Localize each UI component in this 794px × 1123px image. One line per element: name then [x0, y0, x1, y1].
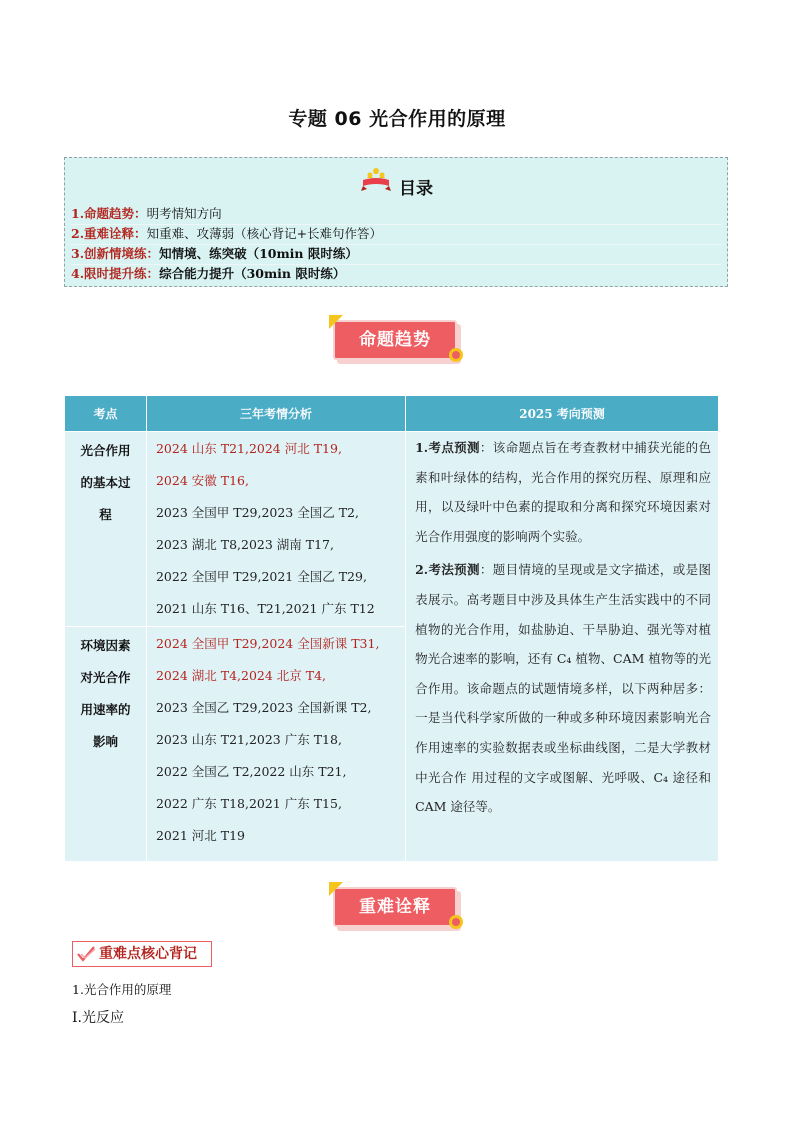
table-header: 2025 考向预测	[406, 396, 719, 432]
toc-item[interactable]: 1.命题趋势：明考情知方向	[71, 204, 721, 225]
table-header: 三年考情分析	[146, 396, 405, 432]
key-points-label: 重难点核心背记	[72, 941, 212, 967]
prediction-point: 1.考点预测：该命题点旨在考查教材中捕获光能的色素和叶绿体的结构，光合作用的探究历程、原理和应用，以及绿叶中色素的提取和分离和探究环境因素对光合作用强度的影响两个实验。	[415, 440, 711, 544]
ring-icon	[449, 348, 463, 362]
topic-cell: 环境因素 对光合作 用速率的 影响	[65, 627, 147, 862]
stars-crown-icon	[361, 166, 391, 194]
exam-list-cell: 2024 全国甲 T29,2024 全国新课 T31, 2024 湖北 T4,2024 北京 T4, 2023 全国乙 T29,2023 全国新课 T2, 2023 山东 T21,2023 广东 T18, 2022 全国乙 T2,2022 山东 T21, 2022 广东 T18,2021 广东 T15, 2021 河北 T19	[146, 627, 405, 862]
section-badge-key-points: 重难诠释	[333, 887, 463, 933]
prediction-method: 2.考法预测：题目情境的呈现或是文字描述，或是图表展示。高考题目中涉及具体生产生活实践中的不同植物的光合作用，如盐胁迫、干旱胁迫、强光等对植物光合速率的影响，还有 C₄ 植物、CAM 植物等的光合作用。该命题点的试题情境多样，以下两种居多：一是当代科学家所做的一种或多种环境因素影响光合作用速率的实验数据表或坐标曲线图，二是大学教材中光合作 用过程的文字或图解、光呼吸、C₄ 途径和 CAM 途径等。	[415, 562, 711, 815]
section-badge-trend: 命题趋势	[333, 320, 463, 366]
exam-analysis-table	[64, 395, 719, 862]
prediction-cell	[406, 432, 719, 862]
subsection-heading: Ⅰ.光反应	[72, 1010, 124, 1026]
table-of-contents	[64, 157, 728, 287]
toc-item[interactable]: 4.限时提升练：综合能力提升（30min 限时练）	[71, 266, 346, 281]
page-title: 专题 06 光合作用的原理	[288, 108, 506, 130]
toc-item[interactable]: 3.创新情境练：知情境、练突破（10min 限时练）	[71, 244, 721, 265]
toc-heading: 目录	[399, 179, 433, 199]
checkmark-icon	[76, 944, 96, 964]
subsection-heading: 1.光合作用的原理	[72, 982, 172, 997]
table-header: 考点	[65, 396, 147, 432]
topic-cell: 光合作用 的基本过 程	[65, 432, 147, 627]
toc-item[interactable]: 2.重难诠释：知重难、攻薄弱（核心背记+长难句作答）	[71, 224, 721, 245]
exam-list-cell: 2024 山东 T21,2024 河北 T19, 2024 安徽 T16, 2023 全国甲 T29,2023 全国乙 T2, 2023 湖北 T8,2023 湖南 T17, 2022 全国甲 T29,2021 全国乙 T29, 2021 山东 T16、T21,2021 广东 T12	[146, 432, 405, 627]
ring-icon	[449, 915, 463, 929]
